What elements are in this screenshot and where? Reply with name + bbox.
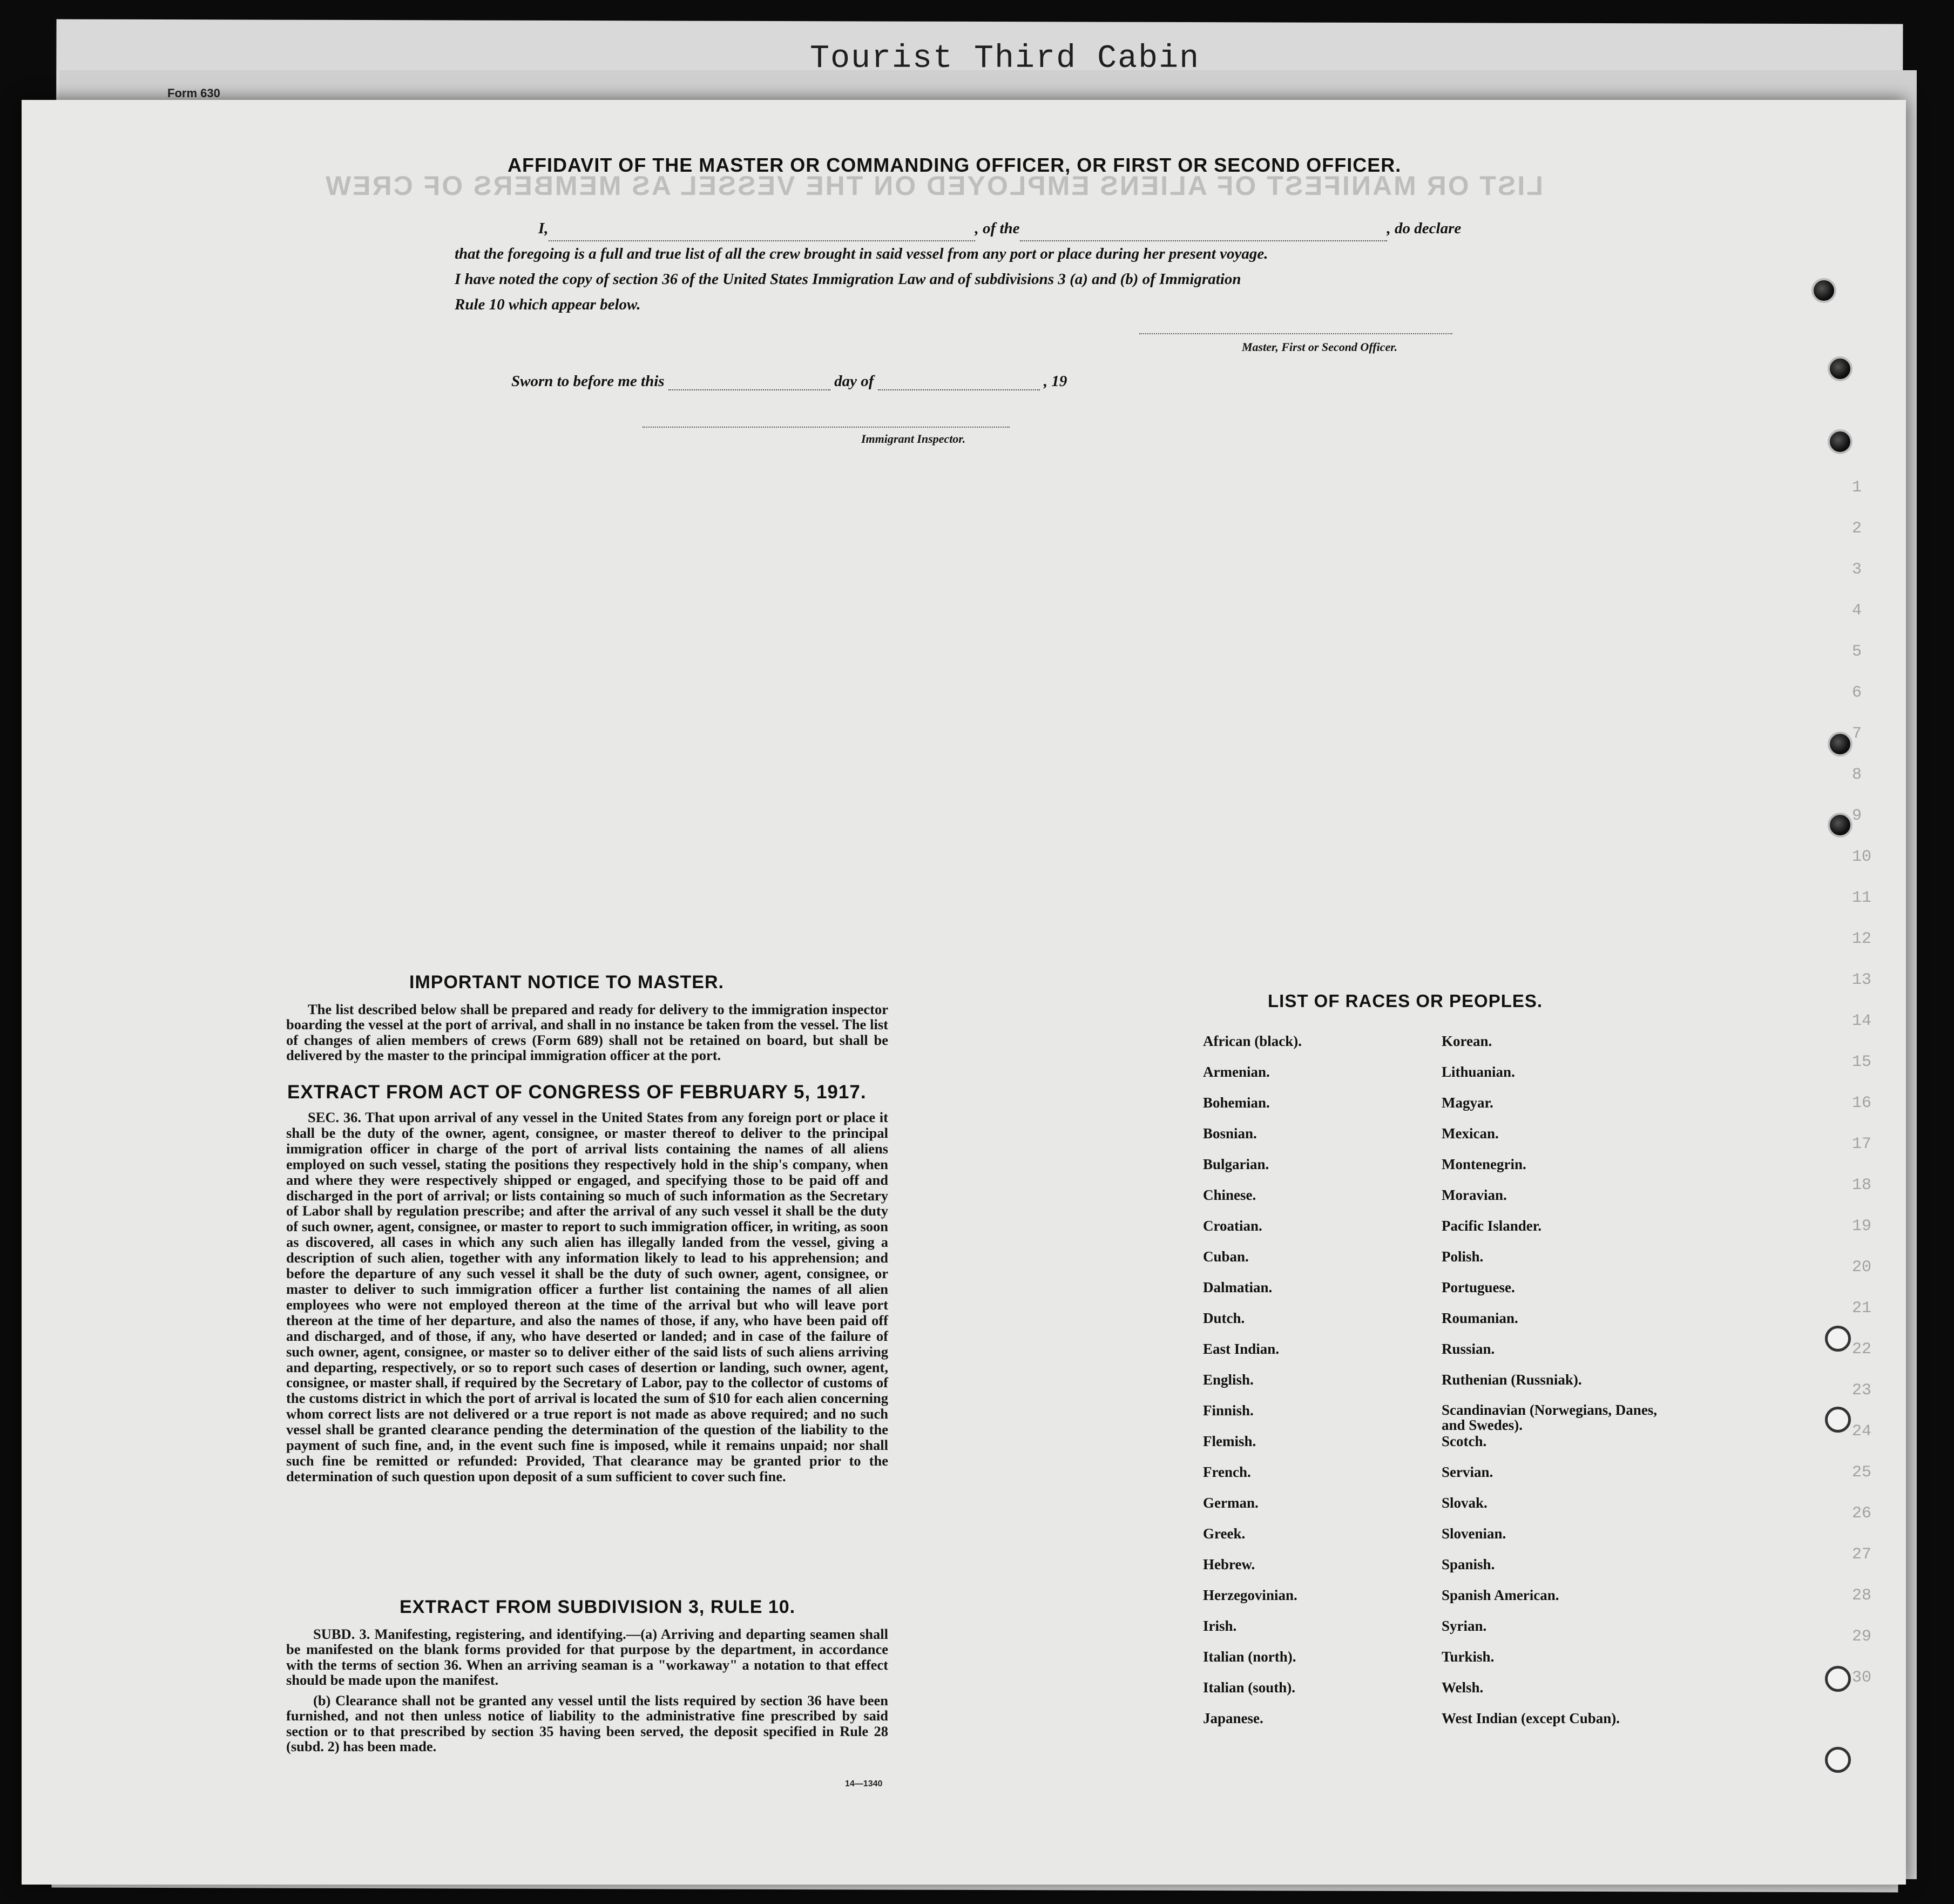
race-item: French. <box>1203 1464 1251 1480</box>
race-item: Italian (south). <box>1203 1679 1296 1696</box>
race-item: Roumanian. <box>1442 1310 1518 1326</box>
footer-code: 14—1340 <box>845 1779 883 1788</box>
race-item: Bohemian. <box>1203 1095 1270 1111</box>
race-item: Hebrew. <box>1203 1556 1255 1572</box>
race-item: Chinese. <box>1203 1187 1256 1203</box>
affidavit-i: I, <box>538 220 549 237</box>
affidavit-text <box>455 216 1513 318</box>
act-body: SEC. 36. That upon arrival of any vessel in the United States from any foreign port or place it shall be the duty of the owner, agent, consignee, or master thereof to deliver to the principal immigration officer in charge of the port of arrival lists containing the names of all aliens employed on such vessel, stating the positions they respectively hold in the ship's company, when and where they were respectively shipped or engaged, and specifying those to be paid off and discharged in the port of arrival; or lists containing so much of such information as the Secretary of Labor shall by regulation prescribe; and after the arrival of any such vessel it shall be the duty of such owner, agent, consignee, or master to report to such immigration officer, in writing, as soon as discovered, all cases in which any such alien has illegally landed from the vessel, giving a description of such alien, together with any information likely to lead to his apprehension; and before the departure of any such vessel it shall be the duty of such owner, agent, consignee, or master to deliver to such immigration officer a further list containing the names of all alien employees who were not employed thereon at the time of the arrival but who will leave port thereon at the time of her departure, and also the names of those, if any, who have been paid off and discharged, and of those, if any, who have deserted or landed; and in case of the failure of such owner, agent, consignee, or master so to deliver either of the said lists of such aliens arriving and departing, respectively, or so to report such cases of desertion or landing, such owner, agent, consignee, or master shall, if required by the Secretary of Labor, pay to the collector of customs of the customs district in which the port of arrival is located the sum of $10 for each alien concerning whom correct lists are not delivered or a true report is not made as above required; and no such vessel shall be granted clearance pending the determination of the question of the liability to the payment of such fine, and, in the event such fine is imposed, while it remains unpaid; nor shall such fine be remitted or refunded: Provided, That clearance may be granted prior to the determination of such question upon deposit of a sum sufficient to cover such fine. <box>286 1109 888 1484</box>
race-item: Portuguese. <box>1442 1279 1515 1295</box>
race-item: Scotch. <box>1442 1433 1487 1449</box>
sworn-text-c: , 19 <box>1043 373 1067 390</box>
race-item: Flemish. <box>1203 1433 1256 1449</box>
race-item: Russian. <box>1442 1341 1495 1357</box>
rule-para-b: (b) Clearance shall not be granted any vessel until the lists required by section 36 have been furnished, and not then unless notice of liability to the administrative fine prescribed by said section or to that prescribed by section 35 having been served, the deposit specified in Rule 28 (subd. 2) has been made. <box>286 1692 888 1754</box>
race-item: Cuban. <box>1203 1248 1249 1265</box>
race-item: Servian. <box>1442 1464 1493 1480</box>
sworn-month-blank[interactable] <box>878 389 1040 390</box>
race-item: Armenian. <box>1203 1064 1270 1080</box>
binder-hole-icon <box>1825 1407 1851 1433</box>
race-item: Dutch. <box>1203 1310 1245 1326</box>
race-item: Syrian. <box>1442 1618 1487 1634</box>
race-item: Spanish. <box>1442 1556 1495 1572</box>
ghost-manifest-title: LIST OR MANIFEST OF ALIENS EMPLOYED ON THE VESSEL AS MEMBERS OF CREW <box>324 171 1543 201</box>
master-caption: Master, First or Second Officer. <box>1242 340 1398 354</box>
race-item: Herzegovinian. <box>1203 1587 1297 1603</box>
race-item: Irish. <box>1203 1618 1237 1634</box>
inspector-signature-line[interactable] <box>643 427 1010 428</box>
master-signature-line[interactable] <box>1139 333 1452 334</box>
binder-hole-icon <box>1825 1326 1851 1352</box>
race-item: English. <box>1203 1372 1254 1388</box>
race-item: Welsh. <box>1442 1679 1484 1696</box>
affidavit-line4: Rule 10 which appear below. <box>455 296 641 313</box>
tab-label: Tourist Third Cabin <box>810 40 1200 77</box>
affidavit-line2: that the foregoing is a full and true list of all the crew brought in said vessel from any port or place during her present voyage. <box>455 245 1268 262</box>
race-item: Korean. <box>1442 1033 1492 1049</box>
race-item: Turkish. <box>1442 1649 1495 1665</box>
affidavit-of-the: , of the <box>975 220 1020 237</box>
race-item: Italian (north). <box>1203 1649 1296 1665</box>
manifest-page <box>22 100 1906 1885</box>
act-title: EXTRACT FROM ACT OF CONGRESS OF FEBRUARY 5, 1917. <box>287 1082 867 1103</box>
affidavit-title: AFFIDAVIT OF THE MASTER OR COMMANDING OFFICER, OR FIRST OR SECOND OFFICER. <box>508 154 1402 176</box>
race-item: West Indian (except Cuban). <box>1442 1710 1620 1726</box>
sworn-text-b: day of <box>834 373 874 390</box>
notice-body: The list described below shall be prepared and ready for delivery to the immigration inspector boarding the vessel at the port of arrival, and shall in no instance be taken from the vessel. The list of changes of alien members of crews (Form 689) shall not be retained on board, but shall be delivered by the master to the principal immigration officer at the port. <box>286 1001 888 1063</box>
binder-hole-icon <box>1828 813 1852 838</box>
race-item: Bosnian. <box>1203 1125 1257 1142</box>
races-title: LIST OF RACES OR PEOPLES. <box>1268 991 1543 1011</box>
race-item: German. <box>1203 1495 1259 1511</box>
races-left-column <box>1203 1033 1302 1741</box>
inspector-caption: Immigrant Inspector. <box>861 432 966 445</box>
rule-para-a: SUBD. 3. Manifesting, registering, and identifying.—(a) Arriving and departing seamen shall be manifested on the blank forms provided for that purpose by the department, in accordance with the terms of section 36. When an arriving seaman is a "workaway" a notation to that effect should be made upon the manifest. <box>286 1626 888 1688</box>
binder-hole-icon <box>1828 429 1852 454</box>
affidavit-declare: , do declare <box>1387 220 1462 237</box>
sworn-line <box>511 373 1067 390</box>
race-item: Greek. <box>1203 1525 1246 1542</box>
notice-title: IMPORTANT NOTICE TO MASTER. <box>409 972 724 992</box>
race-item: Finnish. <box>1203 1402 1254 1419</box>
race-item: Mexican. <box>1442 1125 1499 1142</box>
race-item: Slovak. <box>1442 1495 1488 1511</box>
race-item: Moravian. <box>1442 1187 1507 1203</box>
race-item: Montenegrin. <box>1442 1156 1526 1172</box>
race-item: Slovenian. <box>1442 1525 1506 1542</box>
race-item: Pacific Islander. <box>1442 1218 1541 1234</box>
binder-hole-icon <box>1828 732 1852 757</box>
race-item: Bulgarian. <box>1203 1156 1269 1172</box>
rule-title: EXTRACT FROM SUBDIVISION 3, RULE 10. <box>400 1597 796 1617</box>
race-item: Magyar. <box>1442 1095 1493 1111</box>
binder-hole-icon <box>1825 1666 1851 1692</box>
sworn-text-a: Sworn to before me this <box>511 373 665 390</box>
ghost-row-marks: 1 2 3 4 5 6 7 8 9 10 11 12 13 14 15 16 17 18 19 20 21 22 23 24 25 26 27 28 29 30 <box>1852 478 1872 1687</box>
race-item: Japanese. <box>1203 1710 1263 1726</box>
race-item: Dalmatian. <box>1203 1279 1273 1295</box>
race-item: East Indian. <box>1203 1341 1280 1357</box>
race-item: Scandinavian (Norwegians, Danes, and Swedes). <box>1442 1402 1658 1433</box>
race-item: African (black). <box>1203 1033 1302 1049</box>
race-item: Spanish American. <box>1442 1587 1559 1603</box>
form-number: Form 630 <box>167 86 220 100</box>
sworn-day-blank[interactable] <box>668 389 830 390</box>
affidavit-line3: I have noted the copy of section 36 of the United States Immigration Law and of subdivisions 3 (a) and (b) of Immigration <box>455 271 1241 288</box>
race-item: Croatian. <box>1203 1218 1262 1234</box>
races-right-column <box>1442 1033 1668 1741</box>
race-item: Polish. <box>1442 1248 1484 1265</box>
binder-hole-icon <box>1811 278 1836 303</box>
race-item: Ruthenian (Russniak). <box>1442 1372 1582 1388</box>
binder-hole-icon <box>1825 1747 1851 1773</box>
binder-hole-icon <box>1828 356 1852 381</box>
race-item: Lithuanian. <box>1442 1064 1515 1080</box>
